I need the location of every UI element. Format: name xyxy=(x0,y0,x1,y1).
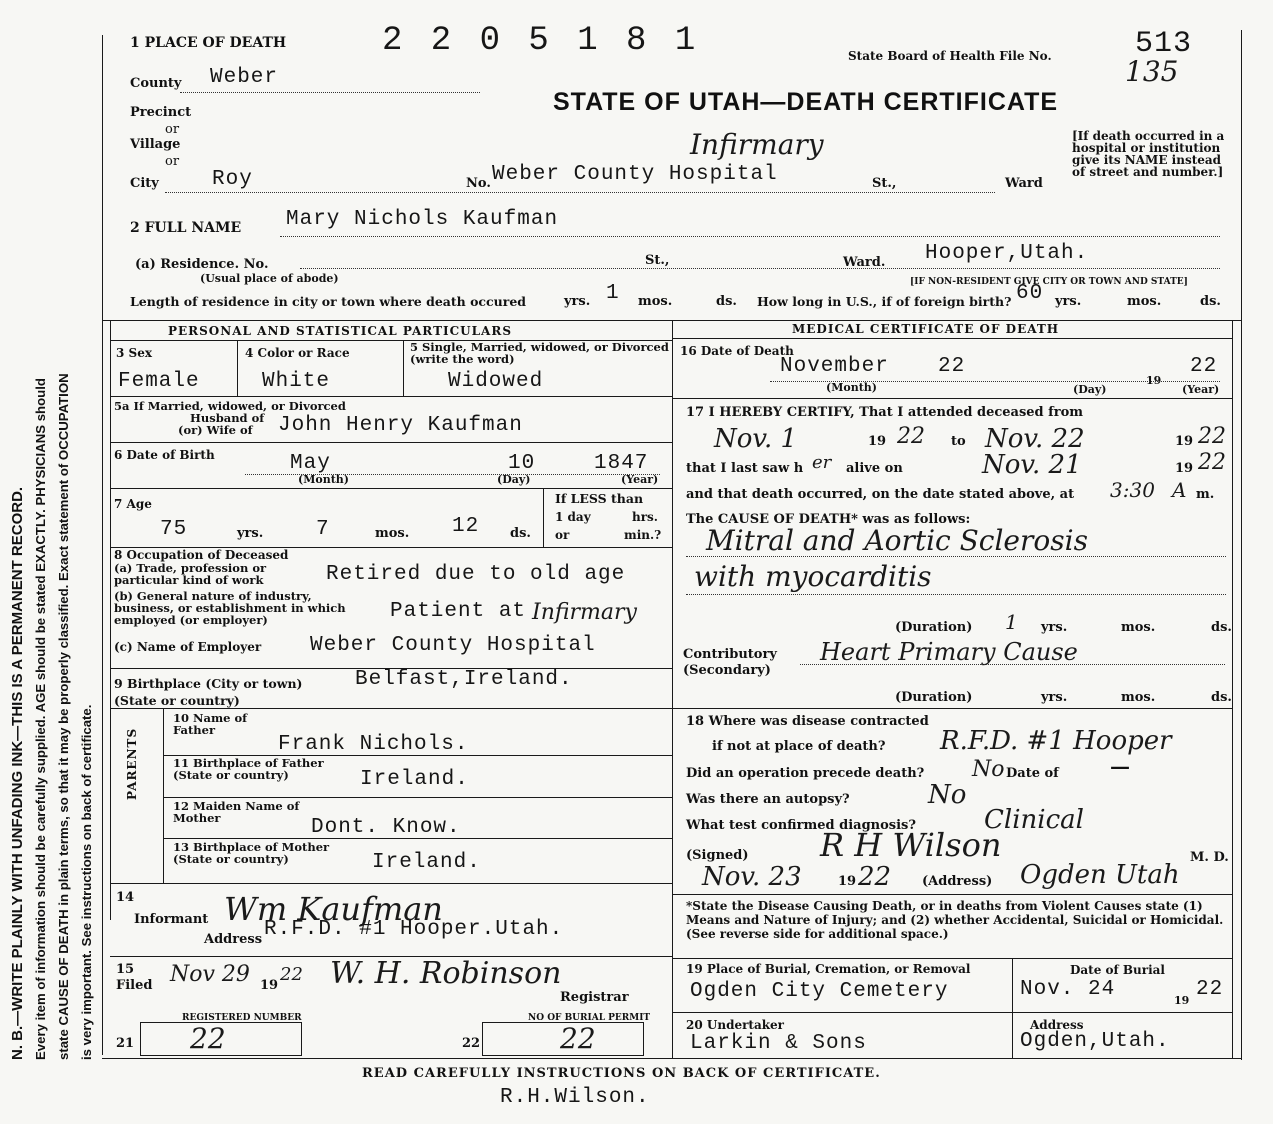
footer-instructions: READ CAREFULLY INSTRUCTIONS ON BACK OF CERTIFICATE. xyxy=(362,1066,881,1081)
md-label: M. D. xyxy=(1190,850,1229,865)
burial-permit-label: NO OF BURIAL PERMIT xyxy=(528,1013,651,1023)
age-mos: 7 xyxy=(316,518,330,541)
undertaker-label: 20 Undertaker xyxy=(686,1018,785,1032)
no-label: No. xyxy=(466,176,491,191)
residence-ward-label: Ward. xyxy=(843,255,886,270)
marital-value: Widowed xyxy=(448,370,544,393)
dob-month-label: (Month) xyxy=(298,473,349,486)
length-yrs-label: yrs. xyxy=(564,294,591,309)
contributory-cause: Heart Primary Cause xyxy=(820,638,1078,666)
hospital-name: Weber County Hospital xyxy=(492,163,778,186)
residence-street-label: St., xyxy=(645,253,670,268)
mother-birthplace-label: 13 Birthplace of Mother (State or country) xyxy=(173,840,330,866)
informant-address: R.F.D. #1 Hooper.Utah. xyxy=(264,918,564,941)
burial-place: Ogden City Cemetery xyxy=(690,980,949,1003)
us-mos-label: mos. xyxy=(1127,294,1162,309)
informant-label: Informant xyxy=(134,912,209,927)
mother-value: Dont. Know. xyxy=(311,816,461,839)
duration-label-2: (Duration) xyxy=(895,690,973,705)
signed-address: Ogden Utah xyxy=(1020,860,1180,890)
less-day-label: 1 day xyxy=(555,510,591,524)
file-no: 513 xyxy=(1135,27,1193,61)
usual-abode-label: (Usual place of abode) xyxy=(200,272,339,285)
duration-ds-label-2: ds. xyxy=(1211,690,1232,705)
sidebar-line-3: state CAUSE OF DEATH in plain terms, so that it may be properly classified. Exact statement of OCCUPATION xyxy=(56,373,71,1060)
burial-permit-number: 22 xyxy=(560,1022,596,1055)
non-resident-note: [IF NON-RESIDENT GIVE CITY OR TOWN AND STATE] xyxy=(910,277,1188,287)
us-ds-label: ds. xyxy=(1200,294,1221,309)
length-residence-label: Length of residence in city or town where death occured xyxy=(130,294,527,309)
autopsy-label: Was there an autopsy? xyxy=(686,792,850,807)
color-label: 4 Color or Race xyxy=(245,346,350,360)
last-saw-label: that I last saw h xyxy=(686,461,804,476)
less-than-label: If LESS than xyxy=(555,491,644,506)
last-saw-date: Nov. 21 xyxy=(982,450,1082,480)
duration-yrs-label-1: yrs. xyxy=(1041,620,1068,635)
inner-left-border xyxy=(110,320,111,920)
signed-label: (Signed) xyxy=(686,848,749,863)
filed-year-prefix: 19 xyxy=(260,978,279,993)
signed-year-prefix: 19 xyxy=(838,874,857,889)
form-left-border xyxy=(102,35,103,1055)
filed-date: Nov 29 xyxy=(170,962,250,987)
occupation-b-label: (b) General nature of industry, business, or establishment in which employed (or employer) xyxy=(114,589,346,627)
length-mos-value: 1 xyxy=(606,282,620,305)
spouse-label-3: (or) Wife of xyxy=(178,423,253,437)
file-no-label: State Board of Health File No. xyxy=(848,49,1052,63)
occupation-c-label: (c) Name of Employer xyxy=(114,640,262,654)
death-occurred-label: and that death occurred, on the date stated above, at xyxy=(686,487,1075,502)
city-value: Roy xyxy=(212,168,253,191)
father-birthplace-value: Ireland. xyxy=(360,768,469,791)
attend-from-year-prefix: 19 xyxy=(868,434,887,449)
attend-to-year: 22 xyxy=(1198,424,1226,449)
duration-label-1: (Duration) xyxy=(895,620,973,635)
occupation-c-value: Weber County Hospital xyxy=(310,634,596,657)
dod-day: 22 xyxy=(938,355,966,378)
hospital-note: [If death occurred in a hospital or institution give its NAME instead of street and number.] xyxy=(1072,129,1225,179)
dod-year-label: (Year) xyxy=(1182,383,1220,396)
age-mos-label: mos. xyxy=(375,526,410,541)
physician-signature: R H Wilson xyxy=(820,826,1002,864)
contributory-label: Contributory xyxy=(683,647,777,662)
num-21: 21 xyxy=(116,1036,135,1051)
filed-year: 22 xyxy=(280,964,303,985)
birthplace-value: Belfast,Ireland. xyxy=(355,668,573,691)
age-label: 7 Age xyxy=(114,497,152,511)
attend-from-year: 22 xyxy=(897,424,925,449)
sidebar-line-1: N. B.—WRITE PLAINLY WITH UNFADING INK—THIS IS A PERMANENT RECORD. xyxy=(9,486,26,1060)
divider-bottom xyxy=(102,1058,1242,1059)
burial-year-prefix: 19 xyxy=(1174,994,1190,1007)
duration-yrs-1: 1 xyxy=(1005,610,1018,634)
registered-number: 22 xyxy=(190,1022,226,1055)
precinct-label: Precinct xyxy=(130,105,192,120)
signed-year: 22 xyxy=(858,862,892,892)
occupation-label: 8 Occupation of Deceased xyxy=(114,548,289,562)
spouse-label-1: 5a If Married, widowed, or Divorced xyxy=(114,399,346,413)
length-ds-label: ds. xyxy=(716,294,737,309)
parents-label: PARENTS xyxy=(125,727,139,800)
cause-line-2: with myocarditis xyxy=(694,560,932,593)
last-saw-year-prefix: 19 xyxy=(1175,461,1194,476)
last-saw-year: 22 xyxy=(1198,450,1226,475)
hrs-label: hrs. xyxy=(632,510,658,524)
mother-birthplace-value: Ireland. xyxy=(372,851,481,874)
sidebar-line-2: Every item of information should be carefully supplied. AGE should be stated EXACTLY. PHYSICIANS should xyxy=(33,378,48,1060)
burial-date: Nov. 24 xyxy=(1020,978,1116,1001)
us-yrs-label: yrs. xyxy=(1055,294,1082,309)
occupation-a-label: (a) Trade, profession or particular kind of work xyxy=(114,561,267,587)
q18-value: R.F.D. #1 Hooper xyxy=(940,726,1172,756)
signed-address-label: (Address) xyxy=(922,874,993,889)
test-label: What test confirmed diagnosis? xyxy=(686,818,916,833)
dod-year-prefix: 19 xyxy=(1146,374,1162,387)
test-value: Clinical xyxy=(984,805,1084,835)
duration-mos-label-2: mos. xyxy=(1121,690,1156,705)
certificate-number: 2 2 0 5 1 8 1 xyxy=(382,22,700,60)
length-mos-label: mos. xyxy=(638,294,673,309)
hospital-handwritten: Infirmary xyxy=(690,128,824,161)
last-saw-hand: er xyxy=(812,452,832,473)
registrar-signature: W. H. Robinson xyxy=(330,956,562,991)
min-label: min.? xyxy=(624,528,662,542)
attend-from: Nov. 1 xyxy=(714,424,798,454)
q18-label: 18 Where was disease contracted xyxy=(686,714,929,729)
alive-on-label: alive on xyxy=(846,461,903,476)
age-ds-label: ds. xyxy=(510,526,531,541)
city-label: City xyxy=(130,176,159,191)
dod-day-label: (Day) xyxy=(1073,383,1107,396)
attend-to: Nov. 22 xyxy=(985,424,1085,454)
q18-label-2: if not at place of death? xyxy=(712,739,886,754)
registered-number-label: REGISTERED NUMBER xyxy=(182,1013,302,1023)
sex-label: 3 Sex xyxy=(116,346,152,360)
dob-day-label: (Day) xyxy=(497,473,531,486)
undertaker-value: Larkin & Sons xyxy=(690,1032,867,1055)
column-divider xyxy=(672,320,673,1058)
informant-number: 14 xyxy=(116,890,135,905)
birthplace-label: 9 Birthplace (City or town) xyxy=(114,676,303,691)
dod-label: 16 Date of Death xyxy=(680,344,794,358)
or-label-2: or xyxy=(165,154,180,169)
inner-right-border xyxy=(1232,320,1233,1058)
cause-label: The CAUSE OF DEATH* was as follows: xyxy=(686,512,971,527)
occupation-a-value: Retired due to old age xyxy=(326,563,626,586)
form-right-border xyxy=(1241,30,1242,1060)
dod-month-label: (Month) xyxy=(826,381,877,394)
mother-label: 12 Maiden Name of Mother xyxy=(173,799,300,825)
residence-value: Hooper,Utah. xyxy=(925,242,1089,265)
footnote: *State the Disease Causing Death, or in deaths from Violent Causes state (1) Means and Nature of Injury; and (2) whether Accidental, Suicidal or Homicidal. (See reverse side for additional space.) xyxy=(686,899,1224,941)
residence-label: (a) Residence. No. xyxy=(135,257,269,272)
full-name-value: Mary Nichols Kaufman xyxy=(286,208,559,231)
ward-label: Ward xyxy=(1005,176,1043,191)
street-label: St., xyxy=(872,176,897,191)
death-m-label: m. xyxy=(1196,487,1215,502)
or-label-1: or xyxy=(165,122,180,137)
age-yrs: 75 xyxy=(160,518,188,541)
undertaker-address-label: Address xyxy=(1030,1018,1084,1032)
cause-line-1: Mitral and Aortic Sclerosis xyxy=(706,524,1088,557)
signed-date: Nov. 23 xyxy=(702,862,802,892)
footer-name: R.H.Wilson. xyxy=(500,1086,650,1109)
num-22: 22 xyxy=(462,1036,481,1051)
informant-address-label: Address xyxy=(204,932,263,947)
occupation-b-handwritten: Infirmary xyxy=(532,600,637,625)
village-label: Village xyxy=(130,137,181,152)
secondary-label: (Secondary) xyxy=(683,663,771,678)
operation-value: No xyxy=(972,757,1005,782)
color-value: White xyxy=(262,370,331,393)
father-label: 10 Name of Father xyxy=(173,711,248,737)
sex-value: Female xyxy=(118,370,200,393)
certificate-title: STATE OF UTAH—DEATH CERTIFICATE xyxy=(553,88,1059,116)
death-ampm: A xyxy=(1172,478,1187,502)
duration-yrs-label-2: yrs. xyxy=(1041,690,1068,705)
file-no-handwritten: 135 xyxy=(1125,55,1179,88)
spouse-value: John Henry Kaufman xyxy=(278,414,523,437)
informant-signature: Wm Kaufman xyxy=(224,890,443,928)
age-yrs-label: yrs. xyxy=(237,526,264,541)
undertaker-address: Ogden,Utah. xyxy=(1020,1030,1170,1053)
sidebar-instructions xyxy=(6,0,101,1060)
us-yrs-value: 60 xyxy=(1016,282,1044,305)
birthplace-state-label: (State or country) xyxy=(114,693,240,708)
dob-day: 10 xyxy=(508,452,536,475)
burial-year: 22 xyxy=(1196,978,1224,1001)
or-label: or xyxy=(555,528,570,542)
attend-to-year-prefix: 19 xyxy=(1175,434,1194,449)
dod-month: November xyxy=(780,355,889,378)
us-label: How long in U.S., if of foreign birth? xyxy=(757,294,1012,309)
burial-date-label: Date of Burial xyxy=(1070,963,1165,977)
full-name-label: 2 FULL NAME xyxy=(130,220,242,236)
medical-heading: MEDICAL CERTIFICATE OF DEATH xyxy=(792,322,1060,336)
father-value: Frank Nichols. xyxy=(278,733,469,756)
burial-place-label: 19 Place of Burial, Cremation, or Removal xyxy=(686,962,971,976)
place-of-death-label: 1 PLACE OF DEATH xyxy=(130,35,287,51)
to-label: to xyxy=(951,434,966,449)
filed-label: Filed xyxy=(116,978,153,993)
autopsy-value: No xyxy=(928,780,967,810)
dob-label: 6 Date of Birth xyxy=(114,448,215,462)
dob-year: 1847 xyxy=(594,452,649,475)
date-of-label: Date of xyxy=(1006,766,1059,781)
dob-year-label: (Year) xyxy=(621,473,659,486)
county-label: County xyxy=(130,76,182,91)
marital-label: 5 Single, Married, widowed, or Divorced (write the word) xyxy=(410,340,669,366)
duration-ds-label-1: ds. xyxy=(1211,620,1232,635)
filed-number: 15 xyxy=(116,962,135,977)
dod-year: 22 xyxy=(1190,355,1218,378)
dob-month: May xyxy=(290,452,331,475)
certify-text: 17 I HEREBY CERTIFY, That I attended deceased from xyxy=(686,405,1084,420)
age-ds: 12 xyxy=(452,515,480,538)
duration-mos-label-1: mos. xyxy=(1121,620,1156,635)
registrar-label: Registrar xyxy=(560,990,629,1005)
occupation-b-value: Patient at xyxy=(390,600,527,623)
operation-label: Did an operation precede death? xyxy=(686,766,925,781)
father-birthplace-label: 11 Birthplace of Father (State or country) xyxy=(173,756,324,782)
personal-heading: PERSONAL AND STATISTICAL PARTICULARS xyxy=(168,324,513,338)
spouse-label-2: Husband of xyxy=(190,411,265,425)
sidebar-line-4: is very important. See instructions on back of certificate. xyxy=(79,704,94,1060)
death-time: 3:30 xyxy=(1110,478,1155,502)
county-value: Weber xyxy=(210,66,279,89)
